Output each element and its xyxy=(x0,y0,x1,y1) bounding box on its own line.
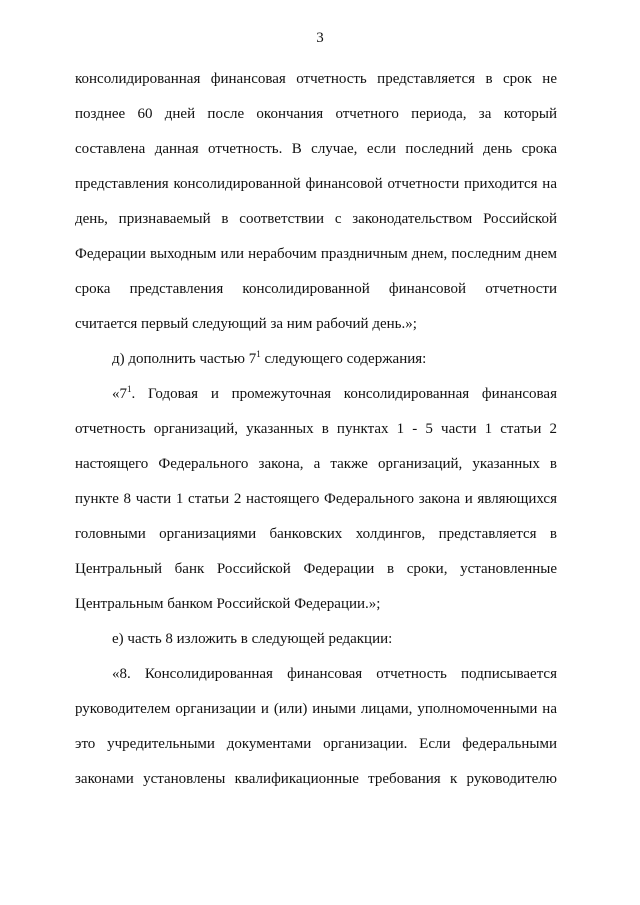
text-line: Федерации выходным или нерабочим праздничным днем, последним днем xyxy=(75,246,557,262)
text-line: срока представления консолидированной финансовой отчетности xyxy=(75,281,557,297)
part-7-1-prefix: «7 xyxy=(112,386,127,402)
text-line: Центральный банк Российской Федерации в сроки, установленные xyxy=(75,561,557,577)
text-line: Центральным банком Российской Федерации.»; xyxy=(75,596,381,612)
text-line: день, признаваемый в соответствии с законодательством Российской xyxy=(75,211,557,227)
text-line: представления консолидированной финансовой отчетности приходится на xyxy=(75,176,557,192)
part-7-1-first-text: . Годовая и промежуточная консолидированная финансовая xyxy=(131,386,557,402)
part-7-1-superscript: 1 xyxy=(127,384,132,394)
page-number: 3 xyxy=(316,30,324,46)
item-d-text-end: следующего содержания: xyxy=(260,351,427,367)
text-line: консолидированная финансовая отчетность представляется в срок не xyxy=(75,71,557,87)
text-line: считается первый следующий за ним рабочий день.»; xyxy=(75,316,417,332)
item-d-text: д) дополнить частью 7 xyxy=(112,351,257,367)
text-line: позднее 60 дней после окончания отчетного периода, за который xyxy=(75,106,557,122)
text-line: пункте 8 части 1 статьи 2 настоящего Федерального закона и являющихся xyxy=(75,491,557,507)
item-d-superscript: 1 xyxy=(256,349,261,359)
amendment-item-e: е) часть 8 изложить в следующей редакции: xyxy=(112,631,393,647)
text-line: это учредительными документами организации. Если федеральными xyxy=(75,736,557,752)
text-line: законами установлены квалификационные требования к руководителю xyxy=(75,771,557,787)
text-line: настоящего Федерального закона, а также организаций, указанных в xyxy=(75,456,557,472)
text-line: составлена данная отчетность. В случае, если последний день срока xyxy=(75,141,557,157)
text-line: руководителем организации и (или) иными лицами, уполномоченными на xyxy=(75,701,557,717)
text-line: отчетность организаций, указанных в пунктах 1 - 5 части 1 статьи 2 xyxy=(75,421,557,437)
part-7-1-first-line xyxy=(112,385,557,403)
part-8-first-line: «8. Консолидированная финансовая отчетность подписывается xyxy=(112,666,557,682)
amendment-item-d xyxy=(112,350,557,368)
text-line: головными организациями банковских холдингов, представляется в xyxy=(75,526,557,542)
